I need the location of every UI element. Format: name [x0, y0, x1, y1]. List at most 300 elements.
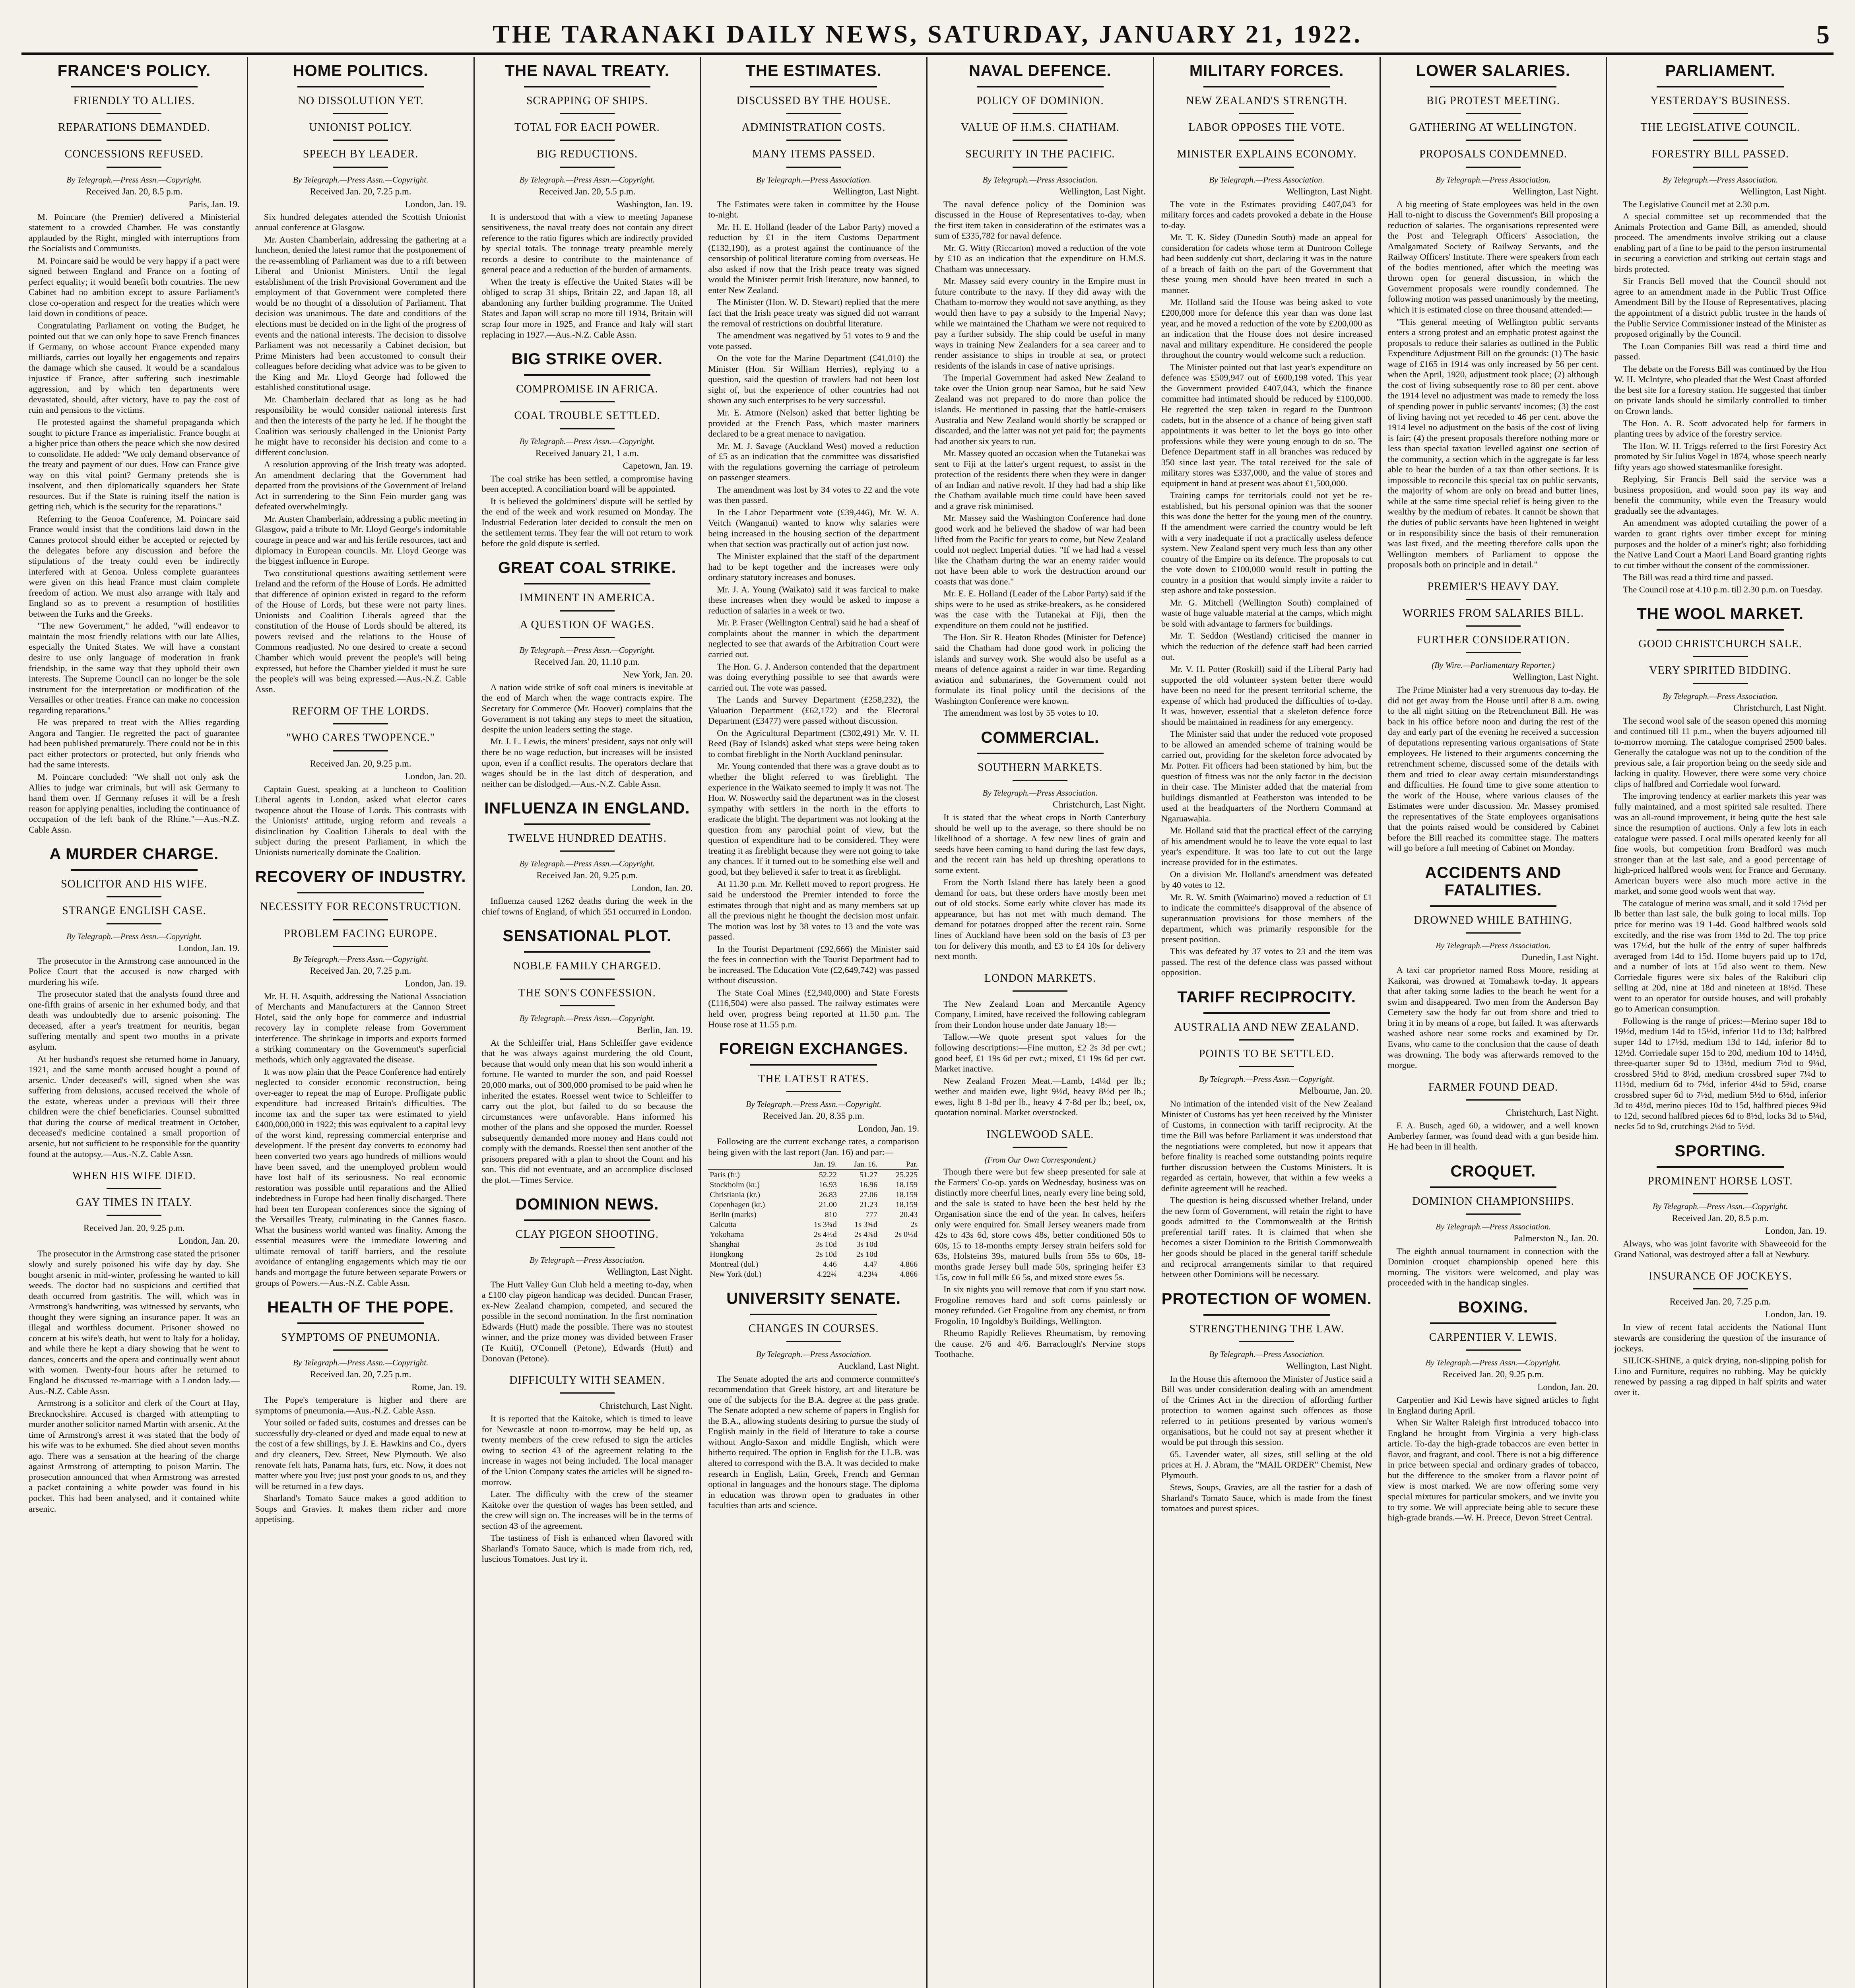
table-cell: 16.93	[819, 1180, 837, 1190]
paragraph: Tallow.—We quote present spot values for the following descriptions:—Fine mutton, £2 2s 3d per cwt.; good beef, £1 19s 6d per cwt.; mixed, £1 19s 6d per cwt. Market inactive.	[935, 1032, 1146, 1074]
subhead-rule	[107, 1215, 161, 1216]
article-headline: FRANCE'S POLICY.	[57, 62, 211, 80]
article-body	[708, 1136, 919, 1157]
paragraph: The Council rose at 4.10 p.m. till 2.30 p.m. on Tuesday.	[1623, 584, 1822, 594]
article-headline: PARLIAMENT.	[1665, 62, 1775, 80]
dateline: Wellington, Last Night.	[1512, 672, 1599, 682]
headline-rule	[1430, 905, 1556, 907]
paragraph: Mr. Massey said the Washington Conference had done good work and he believed the shadow of war had been lifted from the Pacific for years to come, but New Zealand could not neglect Imperial duties. "If we had had a vessel like the Chatham during the war an enemy raider would not have been able to work the destruction around our coasts that was done."	[935, 513, 1146, 586]
paragraph: Influenza caused 1262 deaths during the week in the chief towns of England, of which 551 occurred in London.	[481, 896, 693, 916]
subhead-rule	[107, 113, 161, 114]
table-cell: 777	[865, 1210, 877, 1219]
dateline: London, Jan. 19.	[178, 943, 240, 953]
paragraph: At 11.30 p.m. Mr. Kellett moved to report progress. He said he understood the Premier intended to force the estimates through that night and as many members sat up all the previous night he thought the decision most unfair. The motion was lost by 38 votes to 13 and the vote was passed.	[708, 879, 919, 942]
subhead-rule	[107, 923, 161, 924]
paragraph: Mr. M. J. Savage (Auckland West) moved a reduction of £5 as an indication that the committee was dissatisfied with the regulations governing the carriage of petroleum on passenger steamers.	[708, 441, 919, 483]
paragraph: The second wool sale of the season opened this morning and continued till 11 p.m., when the buyers adjourned till to-morrow morning. The catalogue comprised 2500 bales. Generally the catalogue was not up to the condition of the previous sale, a fair proportion being on the seedy side and lacking in quality. However, there were some very choice clips of halfbred and Corriedale wool forward.	[1614, 715, 1826, 789]
article-subhead: SYMPTOMS OF PNEUMONIA.	[281, 1331, 440, 1344]
article	[1388, 62, 1599, 570]
paragraph: Mr. Holland said that the practical effect of the carrying of his amendment would be to leave the vote equal to last year's expenditure. It was too late to cut out the large increase provided for in the estimates.	[1161, 825, 1372, 867]
article-subhead: FORESTRY BILL PASSED.	[1651, 148, 1789, 161]
table-cell: 51.27	[859, 1171, 877, 1180]
subhead-rule	[1466, 140, 1521, 141]
subhead-rule	[1466, 1099, 1521, 1101]
table-row	[708, 1210, 919, 1220]
column	[701, 57, 928, 1988]
article-headline: FOREIGN EXCHANGES.	[719, 1040, 908, 1058]
paragraph: Always, who was joint favorite with Shaweeoid for the Grand National, was destroyed after a fall at Newbury.	[1614, 1239, 1826, 1259]
column	[1381, 57, 1607, 1988]
article-subhead: STRANGE ENGLISH CASE.	[62, 905, 206, 917]
article-body	[1614, 199, 1826, 595]
paragraph: It is stated that the wheat crops in North Canterbury should be well up to the average, so there should be no likelihood of a shortage. A few new lines of grain and seeds have been coming to hand during the last few days, and the recent rain has held up threshing operations to some extent.	[935, 812, 1146, 875]
article-subhead: THE LATEST RATES.	[758, 1073, 869, 1085]
headline-rule	[524, 1219, 650, 1221]
subhead-rule	[333, 919, 388, 920]
article-body	[1614, 1239, 1826, 1260]
table-cell	[879, 1240, 919, 1250]
paragraph: Mr. Austen Chamberlain, addressing the gathering at a luncheon, denied the latest rumor that the postponement of the re-assembling of Parliament was due to a rift between Liberal and Unionist Ministers. Until the legal establishment of the Irish Provisional Government and the employment of that Government were completed there would be no thought of a dissolution of Parliament. That decision was unanimous. The date and conditions of the elections must be decided on in the light of the progress of events and the national interests. The decision to dissolve Parliament was not necessarily a Cabinet decision, but Prime Ministers had been accustomed to consult their colleagues before deciding what advice was to be given to the King and Mr. Lloyd George had followed the established constitutional usage.	[255, 234, 466, 392]
page-number: 5	[1816, 20, 1830, 49]
table-cell: 4.22¼	[817, 1270, 837, 1279]
paragraph: Mr. Austen Chamberlain, addressing a public meeting in Glasgow, paid a tribute to Mr. Lloyd George's indomitable courage in peace and war and his fertile resources, tact and diplomacy in European councils. Mr. Lloyd George was the biggest influence in Europe.	[255, 513, 466, 566]
table-cell: 4.46	[823, 1260, 837, 1269]
headline-rule	[524, 583, 650, 584]
subhead-rule	[1013, 990, 1067, 992]
paragraph: In six nights you will remove that corn if you start now. Frogoline removes hard and soft corns painlessly or money refunded. Get Frogoline from any chemist, or from Frogolin, 10 Ingoldby's Buildings, Wellington.	[935, 1284, 1146, 1326]
table-cell: 52.22	[819, 1171, 837, 1180]
article-body	[29, 956, 240, 1159]
headline-rule	[750, 86, 877, 87]
table-cell: 20.43	[900, 1210, 918, 1219]
subhead-rule	[1013, 140, 1067, 141]
article-subhead: WHEN HIS WIFE DIED.	[72, 1170, 196, 1182]
subhead-rule	[1239, 167, 1294, 168]
article-subhead: FARMER FOUND DEAD.	[1428, 1081, 1558, 1093]
article	[255, 705, 466, 858]
table-cell: 4.23¼	[857, 1270, 877, 1279]
paragraph: The Legislative Council met at 2.30 p.m.	[1623, 199, 1770, 209]
wire-credit: By Telegraph.—Press Assn.—Copyright.	[1652, 1202, 1788, 1211]
paragraph: The Loan Companies Bill was read a third time and passed.	[1614, 341, 1826, 362]
paragraph: The State Coal Mines (£2,940,000) and State Forests (£116,504) were also passed. The railway estimates were held over, progress being reported at 11.50 p.m. The House rose at 11.55 p.m.	[708, 987, 919, 1029]
subhead-rule	[107, 167, 161, 168]
paragraph: The Hon. A. R. Scott advocated help for farmers in planting trees by advice of the forestry service.	[1614, 418, 1826, 439]
article-body	[29, 1248, 240, 1514]
subhead-rule	[333, 140, 388, 141]
paragraph: The naval defence policy of the Dominion was discussed in the House of Representatives to-day, when the first item taken in consideration of the estimates was a sum of £335,782 for naval defence.	[935, 199, 1146, 241]
article	[482, 559, 693, 789]
wire-credit: By Telegraph.—Press Assn.—Copyright.	[519, 1013, 655, 1023]
headline-rule	[297, 1322, 424, 1324]
subhead-rule	[1466, 599, 1521, 600]
paragraph: When Sir Walter Raleigh first introduced tobacco into England he brought from Virginia a very high-class article. To-day the high-grade tobaccos are even better in flavor, and fragrant, and cool. There is not a big difference in price between special and ordinary grades of tobacco, but the difference to the smoker from a flavor point of view is most marked. We are now offering some very special mixtures for particular smokers, and we invite you to try some. We will appreciate being able to secure these high-grade brands.—W. H. Preece, Devon Street Central.	[1387, 1417, 1599, 1523]
article-subhead: PROBLEM FACING EUROPE.	[283, 927, 438, 940]
table-row	[708, 1260, 919, 1270]
article-body	[935, 199, 1146, 718]
wire-credit: By Telegraph.—Press Association.	[982, 175, 1098, 184]
wire-credit: By Telegraph.—Press Assn.—Copyright.	[66, 175, 202, 184]
paragraph: Referring to the Genoa Conference, M. Poincare said France would insist that the conditions laid down in the Cannes protocol should either be accepted or rejected by the delegates before any discussion and before the stipulations of the treaty could even be indirectly interfered with at Genoa. Unless complete guarantees were given on this head France must claim complete freedom of action. We must also arrange with Italy and England so as to prevent a resumption of hostilities between the Turks and the Greeks.	[29, 513, 240, 619]
headline-rule	[297, 892, 424, 893]
article-headline: GREAT COAL STRIKE.	[498, 559, 676, 577]
headline-rule	[1203, 1314, 1330, 1316]
paragraph: Following are the current exchange rates, a comparison being given with the last report (Jan. 16) and par:—	[708, 1136, 919, 1157]
paragraph: 65. Lavender water, all sizes, still selling at the old prices at H. J. Abram, the "MAIL ORDER" Chemist, New Plymouth.	[1161, 1449, 1372, 1480]
subhead-rule	[107, 896, 161, 897]
subhead-rule	[333, 723, 388, 724]
article-subhead: PREMIER'S HEAVY DAY.	[1427, 580, 1559, 593]
table-cell: 2s 0½d	[895, 1230, 918, 1239]
article-subhead: REFORM OF THE LORDS.	[292, 705, 429, 718]
wire-credit: By Telegraph.—Press Association.	[1436, 1221, 1551, 1231]
subhead-rule	[1466, 625, 1521, 627]
article	[1161, 1290, 1372, 1514]
article-headline: SPORTING.	[1675, 1142, 1766, 1160]
column-header	[708, 1160, 797, 1170]
article-subhead: TWELVE HUNDRED DEATHS.	[508, 832, 667, 845]
paragraph: In the Labor Department vote (£39,446), Mr. W. A. Veitch (Wanganui) wanted to know why salaries were being increased in the housing section of the department when that section was practically out of action just now.	[708, 507, 919, 549]
article-headline: LOWER SALARIES.	[1416, 62, 1571, 80]
article	[935, 62, 1146, 718]
table-cell: New York (dol.)	[710, 1270, 762, 1279]
column	[928, 57, 1154, 1988]
column-header: Par.	[879, 1160, 919, 1170]
dateline: Wellington, Last Night.	[1286, 1361, 1372, 1371]
article-headline: THE NAVAL TREATY.	[504, 62, 669, 80]
received-time: Received Jan. 20, 7.25 p.m.	[310, 965, 411, 976]
received-time: Received Jan. 20, 8.35 p.m.	[763, 1111, 865, 1121]
article-headline: A MURDER CHARGE.	[49, 845, 219, 863]
dateline: London, Jan. 19.	[405, 978, 466, 988]
article-headline: COMMERCIAL.	[981, 728, 1100, 746]
dateline: Rome, Jan. 19.	[411, 1382, 466, 1392]
paragraph: A nation wide strike of soft coal miners is inevitable at the end of March when the wage contracts expire. The Secretary for Commerce (Mr. Hoover) complains that the Government is not taking any steps to meet the situation, despite the union leaders setting the stage.	[481, 682, 693, 734]
paragraph: The Hon. Sir R. Heaton Rhodes (Minister for Defence) said the Chatham had done good work in policing the islands and survey work. She would also be useful as a means of defence against a raider in war time. Regarding aviation and submarines, the Government could not formulate its final policy until the decisions of the Washington Conference were known.	[935, 632, 1146, 706]
article	[708, 62, 919, 1030]
article-body	[1161, 1374, 1372, 1514]
paragraph: On the vote for the Marine Department (£41,010) the Minister (Hon. Sir William Herries), replying to a question, said the question of trawlers had not been lost sight of, but the experience of other countries had not shown any such enterprises to be very successful.	[708, 353, 919, 406]
subhead-rule	[1013, 780, 1067, 781]
article-subhead: SCRAPPING OF SHIPS.	[526, 95, 648, 107]
paragraph: Stews, Soups, Gravies, are all the tastier for a dash of Sharland's Tomato Sauce, which is made from the finest tomatoes and purest spices.	[1161, 1482, 1372, 1514]
received-time: Received January 21, 1 a.m.	[535, 448, 639, 458]
article	[935, 729, 1146, 962]
article-subhead: INGLEWOOD SALE.	[986, 1128, 1094, 1141]
headline-rule	[750, 1314, 877, 1315]
paragraph: Training camps for territorials could not yet be re-established, but his personal opinion was that the sooner this was done the better for the young men of the country. If the amendment were carried the country would be left with a very inadequate if not a practically useless defence system. New Zealand spent very much less than any other country of the Empire on its defence. The proposals to cut the vote down to £100,000 would result in putting the country in a position that would simply invite a raider to step ashore and take possession.	[1161, 490, 1372, 596]
table-cell: Montreal (dol.)	[710, 1260, 759, 1269]
wire-credit: By Telegraph.—Press Assn.—Copyright.	[293, 954, 429, 964]
received-time: Received Jan. 20, 9.25 p.m.	[310, 758, 411, 769]
article-subhead: REPARATIONS DEMANDED.	[58, 121, 210, 134]
article-subhead: TOTAL FOR EACH POWER.	[514, 121, 660, 134]
article-headline: BOXING.	[1458, 1298, 1528, 1316]
headline-rule	[977, 86, 1103, 87]
wire-credit: By Telegraph.—Press Association.	[530, 1255, 645, 1265]
wire-credit: By Telegraph.—Press Assn.—Copyright.	[293, 175, 429, 184]
subhead-rule	[786, 113, 841, 114]
paragraph: The amendment was lost by 34 votes to 22 and the vote was then passed.	[708, 484, 919, 505]
article-body	[1388, 1120, 1599, 1152]
article-subhead: SOUTHERN MARKETS.	[978, 761, 1103, 774]
table-row	[708, 1170, 919, 1180]
paragraph: The prosecutor stated that the analysts found three and one-fifth grains of arsenic in her exhumed body, and that death was undoubtedly due to arsenic poisoning. The deceased, after a year's treatment for neuritis, began suffering mentally and spent two months in a private asylum.	[29, 989, 240, 1052]
headline-rule	[71, 869, 197, 871]
table-cell: Shanghai	[710, 1240, 739, 1249]
table-cell: Paris (fr.)	[710, 1171, 740, 1180]
subhead-rule	[1466, 932, 1521, 934]
headline-rule	[297, 86, 424, 87]
wire-credit: By Telegraph.—Press Association.	[1663, 175, 1778, 184]
subhead-rule	[560, 637, 615, 638]
article	[29, 845, 240, 1159]
wire-credit: By Telegraph.—Press Association.	[1209, 1349, 1324, 1359]
article	[1388, 864, 1599, 1071]
article	[29, 1170, 240, 1514]
column	[475, 57, 701, 1988]
paragraph: The prosecutor in the Armstrong case stated the prisoner slowly and surely poisoned his wife day by day. She bought arsenic in mid-winter, professing he wanted to kill weeds. The doctor had no suspicions and certified that death occurred from gastritis. The will, which was in Armstrong's handwriting, was witnessed by servants, who thought they were signing an insurance paper. It was an illegal and worthless document. Prisoner showed no concern at his wife's death, but went to Italy for a holiday, and while there he kept a diary showing that he went to dances, concerts and the opera and continually went about with women. Twenty-four hours after he returned to England he discussed re-marriage with a London lady.—Aus.-N.Z. Cable Assn.	[29, 1248, 240, 1396]
paragraph: M. Poincare said he would be very happy if a pact were signed between England and France on a footing of perfect equality; it would benefit both countries. The new Cabinet had no ambition except to assure Parliament's close co-operation and respect for the treaties which were laid down in conditions of peace.	[29, 255, 240, 318]
article-subhead: GOOD CHRISTCHURCH SALE.	[1638, 638, 1802, 650]
table-row	[708, 1200, 919, 1210]
article-body	[482, 896, 693, 917]
dateline: Washington, Jan. 19.	[616, 199, 693, 209]
subhead-rule	[560, 428, 615, 429]
subhead-rule	[560, 167, 615, 168]
article-headline: TARIFF RECIPROCITY.	[1177, 988, 1356, 1006]
paragraph: Your soiled or faded suits, costumes and dresses can be successfully dry-cleaned or dyed and made equal to new at the cost of a few shillings, by J. E. Hawkins and Co., dyers and dry cleaners, Dev. Street, New Plymouth. We also renovate felt hats, Panama hats, furs, etc. Now, it does not matter where you live; just post your goods to us, and they will be returned in a few days.	[255, 1417, 466, 1491]
article-body	[255, 991, 466, 1288]
article-body	[935, 999, 1146, 1118]
wire-credit: By Telegraph.—Press Assn.—Copyright.	[1199, 1074, 1335, 1084]
wire-credit: By Telegraph.—Press Assn.—Copyright.	[519, 645, 655, 655]
dateline: Melbourne, Jan. 20.	[1299, 1086, 1372, 1096]
article-subhead: VALUE OF H.M.S. CHATHAM.	[960, 121, 1120, 134]
paragraph: An amendment was adopted curtailing the power of a warden to grant rights over timber except for mining purposes and the holder of a miner's right; also forbidding the Native Land Court a Maori Land Board granting rights to cut timber without the consent of the commissioner.	[1614, 518, 1826, 570]
article	[255, 868, 466, 1288]
paragraph: M. Poincare concluded: "We shall not only ask the Allies to judge war criminals, but will ask Germany to hand them over. If Germany refuses it will be a fresh reason for applying penalties, including the continuance of occupation of the left bank of the Rhine."—Aus.-N.Z. Cable Assn.	[29, 772, 240, 835]
paragraph: The Hon. W. H. Triggs referred to the first Forestry Act promoted by Sir Julius Vogel in 1874, whose speech nearly fifty years ago showed statesmanlike foresight.	[1614, 441, 1826, 472]
dateline: New York, Jan. 20.	[623, 669, 693, 679]
wire-credit: By Telegraph.—Press Association.	[1663, 691, 1778, 701]
paragraph: The Hutt Valley Gun Club held a meeting to-day, when a £100 clay pigeon handicap was decided. Duncan Fraser, ex-New Zealand champion, competed, and secured the possible in the second nomination. In the first nomination Edwards (Hutt) made the possible. There was no stoutest winner, and the prize money was divided between Fraser (Te Kuiti), O'Connell (Petone), Edwards (Hutt) and Donovan (Petone).	[481, 1279, 693, 1363]
article	[1388, 580, 1599, 854]
article-subhead: DOMINION CHAMPIONSHIPS.	[1412, 1195, 1574, 1208]
table-cell: 4.866	[900, 1260, 918, 1269]
paragraph: Captain Guest, speaking at a luncheon to Coalition Liberal agents in London, asked what elector cares twopence about the House of Lords. This contrasts with the Unionists' attitude, urging reform and reveals a disinclination by Coalition Liberals to deal with the subject during the present Parliament, in which the Unionists numerically dominate the Coalition.	[255, 784, 466, 857]
article	[255, 62, 466, 695]
paragraph: He was prepared to treat with the Allies regarding Angora and Tangier. He regretted the pact of guarantee had been published prematurely. There could not be in this pact either protectors or protected, but only friends who had the same interests.	[29, 717, 240, 770]
article-body	[1388, 1246, 1599, 1288]
column	[1607, 57, 1834, 1988]
article-body	[935, 1167, 1146, 1360]
dateline: Wellington, Last Night.	[1059, 186, 1146, 196]
subhead-rule	[333, 1349, 388, 1351]
table-cell: Copenhagen (kr.)	[710, 1200, 765, 1209]
paragraph: Two constitutional questions awaiting settlement were Ireland and the reform of the House of Lords. He admitted that difference of opinion existed in regard to the reform of the House of Lords, but these were not party lines. Unionists and Coalition Liberals agreed that the constitution of the House of Lords should be altered, its powers revised and the relations to the House of Commons readjusted. No one desired to create a second Chamber which would prevent the people's will being expressed, but before the Chamber yielded it must be sure the people's will was being expressed.—Aus.-N.Z. Cable Assn.	[255, 568, 466, 694]
article-subhead: COMPROMISE IN AFRICA.	[516, 383, 658, 396]
dateline: Christchurch, Last Night.	[1733, 703, 1826, 713]
article-body	[935, 812, 1146, 962]
headline-rule	[524, 374, 650, 376]
article-body	[482, 1413, 693, 1565]
table-cell: 26.83	[819, 1190, 837, 1200]
article-subhead: DROWNED WHILE BATHING.	[1414, 914, 1573, 927]
subhead-rule	[333, 750, 388, 751]
article-subhead: "WHO CARES TWOPENCE."	[286, 732, 435, 744]
article-body	[1161, 1099, 1372, 1279]
paragraph: Mr. Chamberlain declared that as long as he had responsibility he would consider national interests first and then the interests of the party he led. If he thought the Coalition was seriously challenged in the Unionist Party he might have to reconsider his decision and come to a different conclusion.	[255, 394, 466, 457]
paragraph: In view of recent fatal accidents the National Hunt stewards are considering the question of the insurance of jockeys.	[1614, 1322, 1826, 1353]
table-row	[708, 1230, 919, 1240]
subhead-rule	[1693, 683, 1748, 684]
article-body	[482, 474, 693, 549]
article-headline: THE WOOL MARKET.	[1637, 605, 1804, 623]
article-body	[482, 1279, 693, 1364]
article-subhead: LONDON MARKETS.	[984, 972, 1096, 984]
wire-credit: By Telegraph.—Press Assn.—Copyright.	[519, 436, 655, 446]
article-subhead: FRIENDLY TO ALLIES.	[73, 95, 195, 107]
paragraph: The Prime Minister had a very strenuous day to-day. He did not get away from the House until after 8 a.m. owing to the all night sitting on the Retrenchment Bill. He was back in his office before noon and during the rest of the day and early part of the evening he received a succession of deputations representing various organisations of State employees. He listened to their arguments concerning the retrenchment scheme, discussed some of the details with them and tried to clear away certain misunderstandings and difficulties. He found time to give some attention to the work of the House, where various clauses of the Estimates were under discussion. Mr. Massey promised the representatives of the State employees organisations that the points raised would be considered by Cabinet before the Bill reached its committee stage. The matters will go before a full meeting of Cabinet on Monday.	[1387, 685, 1599, 853]
article	[708, 1290, 919, 1510]
subhead-rule	[333, 113, 388, 114]
table-row	[708, 1250, 919, 1260]
wire-credit: By Telegraph.—Press Assn.—Copyright.	[519, 175, 655, 184]
article-body	[482, 1038, 693, 1186]
wire-credit: By Telegraph.—Press Association.	[1209, 175, 1324, 184]
article-subhead: PROPOSALS CONDEMNED.	[1419, 148, 1567, 161]
paragraph: The Minister said that under the reduced vote proposed to be allowed an amended scheme of training would be carried out, providing for the skeleton force advocated by Mr. Potter. Fit officers had been stationed by him, but the question of fitness was not the only factor in the decision in their case. The Minister added that the material from buildings dismantled at Featherston was intended to be used at the headquarters of the Northern Command at Ngaruawahia.	[1161, 729, 1372, 823]
table-cell: 18.159	[896, 1200, 918, 1209]
dateline: London, Jan. 20.	[405, 771, 466, 781]
article-headline: INFLUENZA IN ENGLAND.	[484, 800, 690, 817]
headline-rule	[1430, 86, 1556, 87]
article-subhead: PROMINENT HORSE LOST.	[1647, 1175, 1793, 1187]
paragraph: "The new Government," he added, "will endeavor to maintain the most friendly relations with our late Allies, especially the United States. We will have a constant desire to use only language of moderation in frank friendship, in the same way that they uphold their own interests. The Supreme Council can no longer be the sole instrument for the interpretation or modification of the Versailles or other treaties. France can make no concession regarding reparations."	[29, 621, 240, 715]
paragraph: On the Agricultural Department (£302,491) Mr. V. H. Reed (Bay of Islands) asked what steps were being taken to combat fireblight in the North Auckland peninsular.	[708, 728, 919, 759]
headline-rule	[1657, 629, 1784, 631]
paragraph: The coal strike has been settled, a compromise having been accepted. A conciliation board will be appointed.	[481, 473, 693, 494]
article-subhead: WORRIES FROM SALARIES BILL.	[1402, 607, 1584, 619]
column	[1154, 57, 1381, 1988]
article-subhead: YESTERDAY'S BUSINESS.	[1650, 95, 1790, 107]
subhead-rule	[1693, 656, 1748, 657]
dateline: Dunedin, Last Night.	[1521, 952, 1599, 963]
article	[1614, 1270, 1826, 1398]
article-body	[255, 1395, 466, 1525]
subhead-rule	[560, 1247, 615, 1248]
table-cell: Hongkong	[710, 1250, 743, 1259]
paragraph: Mr. J. A. Young (Waikato) said it was farcical to make these increases when they would be asked to impose a reduction of salaries in a week or two.	[708, 584, 919, 615]
article-subhead: A QUESTION OF WAGES.	[520, 618, 655, 631]
paragraph: This was defeated by 37 votes to 23 and the item was passed. The rest of the defence class was passed without opposition.	[1161, 946, 1372, 978]
wire-credit: By Telegraph.—Press Assn.—Copyright.	[293, 1358, 429, 1368]
table-cell: 2s	[910, 1220, 918, 1229]
article-subhead: CLAY PIGEON SHOOTING.	[515, 1228, 659, 1241]
article-subhead: BIG REDUCTIONS.	[536, 148, 638, 161]
dateline: Wellington, Last Night.	[1512, 186, 1599, 196]
paragraph: No intimation of the intended visit of the New Zealand Minister of Customs has yet been received by the Minister of Customs, in connection with tariff reciprocity. At the time the Bill was before Parliament it was understood that the negotiations were completed, but now it appears that before finality is reached some outstanding points require further discussion between the Customs Ministers. It is regarded as certain, however, that within a few weeks a definite agreement will be reached.	[1161, 1099, 1372, 1193]
subhead-rule	[1466, 113, 1521, 114]
article-subhead: BIG PROTEST MEETING.	[1426, 95, 1560, 107]
article	[1614, 1142, 1826, 1260]
paragraph: It is believed the goldminers' dispute will be settled by the end of the week and work resumed on Monday. The Industrial Federation later decided to consult the men on the settlement terms. They fear the will not return to work before the gold dispute is settled.	[481, 496, 693, 548]
article	[1614, 605, 1826, 1132]
paragraph: Congratulating Parliament on voting the Budget, he pointed out that we can only hope to save French finances if Germany, on whose account France expended many milliards, carries out loyally her engagements and repairs the damage which she caused. It would be a scandalous injustice if France, after suffering such inestimable aggression, and by which ten departments were devastated, should, after victory, have to pay the cost of ruin and pensions to the victims.	[29, 320, 240, 415]
column	[248, 57, 475, 1988]
article-subhead: THE LEGISLATIVE COUNCIL.	[1640, 121, 1800, 134]
article	[255, 1299, 466, 1525]
article	[482, 1196, 693, 1364]
wire-credit: By Telegraph.—Press Association.	[756, 1349, 871, 1359]
subhead-rule	[1466, 167, 1521, 168]
subhead-rule	[107, 140, 161, 141]
article-body	[708, 1374, 919, 1511]
table-cell: 25.225	[896, 1171, 918, 1180]
dateline: Wellington, Last Night.	[1286, 186, 1372, 196]
headline-rule	[977, 753, 1103, 754]
wire-credit: By Telegraph.—Press Assn.—Copyright.	[66, 931, 202, 941]
paragraph: A big meeting of State employees was held in the own Hall to-night to discuss the Government's Bill proposing a reduction of salaries. The organisations represented were the Post and Telegraph Officers' Association, the Amalgamated Society of Railway Servants, and the Railway Officers' Institute. There were speakers from each of the bodies mentioned, after which the meeting was thrown open for general discussion, in which the Government proposals were roundly condemned. The following motion was passed unanimously by the meeting, which it is estimated close on three thousand attended:—	[1387, 199, 1599, 315]
dateline: London, Jan. 19.	[858, 1124, 919, 1134]
table-cell: 21.23	[859, 1200, 877, 1209]
paragraph: The debate on the Forests Bill was continued by the Hon W. H. McIntyre, who pleaded that the West Coast afforded the best site for a forestry station. He suggested that timber on private lands should be similarly controlled to timber on Crown lands.	[1614, 363, 1826, 416]
table-cell: Christiania (kr.)	[710, 1190, 760, 1200]
paragraph: The Senate adopted the arts and commerce committee's recommendation that Greek history, art and literature be one of the subjects for the B.A. degree at the pass grade. The Senate adopted a new scheme of papers in English for the B.A., allowing students desiring to pursue the study of English mainly in the field of literature to take a course without Anglo-Saxon and middle English, which were hitherto required. The option in English for the LL.B. was altered to correspond with the B.A. It was decided to make research in English, Latin, Greek, French and German optional in languages and the honours stage. The diploma in education was thrown open to graduates in other faculties than arts and science.	[708, 1373, 919, 1510]
wire-credit: By Telegraph.—Press Assn.—Copyright.	[1425, 1358, 1561, 1368]
dateline: London, Jan. 19.	[1765, 1309, 1826, 1320]
paragraph: It is reported that the Kaitoke, which is timed to leave for Newcastle at noon to-morrow, may be held up, as twenty members of the crew refused to sign the articles owing to section 43 of the agreement relating to the increase in wages not being included. The local manager of the Union Company states the articles will be signed to-morrow.	[481, 1413, 693, 1487]
table-header-row	[708, 1160, 919, 1170]
article-subhead: MANY ITEMS PASSED.	[752, 148, 875, 161]
headline-rule	[1203, 86, 1330, 87]
subhead-rule	[1693, 113, 1748, 114]
dateline: London, Jan. 20.	[178, 1236, 240, 1246]
article-body	[255, 784, 466, 858]
subhead-rule	[333, 946, 388, 947]
article	[1161, 988, 1372, 1280]
subhead-rule	[1239, 1066, 1294, 1067]
wire-credit: By Telegraph.—Press Association.	[756, 175, 871, 184]
paragraph: Sir Francis Bell moved that the Council should not agree to an amendment made in the Public Trust Office Amendment Bill by the House of Representatives, placing the appointment of a district public trustee in the hands of the Public Service Commissioner instead of the Minister as proposed originally by the Council.	[1614, 276, 1826, 339]
paragraph: Mr. Young contended that there was a grave doubt as to whether the blight referred to was fireblight. The experience in the Waikato seemed to imply it was not. The Hon. W. Nosworthy said the department was in the closest sympathy with settlers in the north in the efforts to eradicate the blight. The department was not looking at the question from any parochial point of view, but the question of expenditure had to be considered. They were treating it as fireblight because they were not going to take any chances. If it turned out to be something else well and good, but they believed it safer to treat it as fireblight.	[708, 761, 919, 877]
paragraph: The tastiness of Fish is enhanced when flavored with Sharland's Tomato Sauce, which is made from rich, red, luscious Tomatoes. Just try it.	[481, 1533, 693, 1564]
column-header: Jan. 19.	[798, 1160, 838, 1170]
article	[482, 350, 693, 549]
paragraph: Replying, Sir Francis Bell said the service was a business proposition, and would soon pay its way and benefit the community, while even the Treasury would gradually see the advantages.	[1614, 474, 1826, 516]
article	[1614, 62, 1826, 595]
table-cell: 810	[825, 1210, 837, 1219]
paragraph: Mr. G. Witty (Riccarton) moved a reduction of the vote by £10 as an indication that the expenditure on H.M.S. Chatham was unnecessary.	[935, 243, 1146, 274]
headline-rule	[1657, 86, 1784, 87]
table-cell: 18.159	[896, 1180, 918, 1190]
paragraph: Armstrong is a solicitor and clerk of the Court at Hay, Brecknockshire. Accused is charged with attempting to murder another solicitor named Martin with arsenic. At the time of Armstrong's arrest it was stated that the body of his wife was to be exhumed. She died about seven months ago. There was a sensation at the hearing of the charge against Armstrong of attempting to poison Martin. The prosecution announced that when Armstrong was arrested a packet containing a white powder was found in his pocket. This had been analysed, and it contained white arsenic.	[29, 1398, 240, 1514]
received-time: Received Jan. 20, 7.25 p.m.	[310, 1369, 411, 1380]
paragraph: The improving tendency at earlier markets this year was fully maintained, and a most spirited sale resulted. There was an all-round improvement, it being quite the best sale since the resumption of auctions. Only a few lots in each catalogue were passed. Local mills operated keenly for all fine wools, but competition from Bradford was much stronger than at the last sale, and a good percentage of high-priced halfbred wools went for France and Germany. American buyers were also much more active in the market, and some good wools went that way.	[1614, 791, 1826, 896]
article-subhead: UNIONIST POLICY.	[309, 121, 412, 134]
paragraph: In the Tourist Department (£92,666) the Minister said the fees in connection with the Tourist Department had to be increased. The Education Vote (£2,649,742) was passed without discussion.	[708, 944, 919, 986]
received-time: Received Jan. 20, 9.25 p.m.	[83, 1223, 185, 1233]
headline-rule	[71, 86, 197, 87]
article-headline: NAVAL DEFENCE.	[969, 62, 1112, 80]
headline-rule	[1203, 1012, 1330, 1014]
dateline: Capetown, Jan. 19.	[623, 460, 693, 471]
paragraph: The New Zealand Loan and Mercantile Agency Company, Limited, have received the following cablegram from their London house under date January 18:—	[935, 998, 1146, 1030]
article	[708, 1040, 919, 1279]
table-cell: Berlin (marks)	[710, 1210, 757, 1219]
subhead-rule	[786, 1091, 841, 1092]
